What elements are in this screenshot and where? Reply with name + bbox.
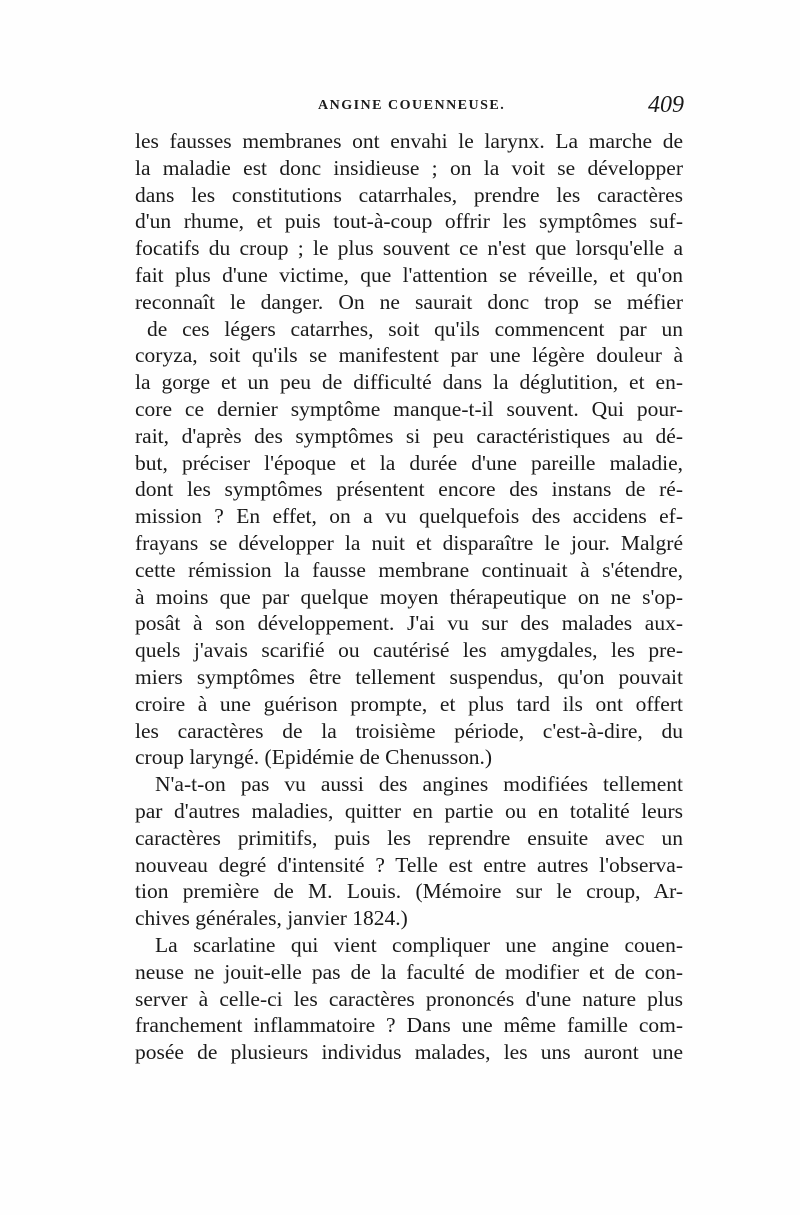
text-line: posée de plusieurs individus malades, les uns auront une (135, 1040, 683, 1065)
text-line: rait, d'après des symptômes si peu caractéristiques au dé- (135, 423, 683, 448)
text-line: coryza, soit qu'ils se manifestent par une légère douleur à (135, 343, 683, 368)
text-line: par d'autres maladies, quitter en partie ou en totalité leurs (135, 798, 683, 823)
text-line: nouveau degré d'intensité ? Telle est entre autres l'observa- (135, 852, 683, 877)
text-line: d'un rhume, et puis tout-à-coup offrir les symptômes suf- (135, 209, 683, 234)
text-line: la gorge et un peu de difficulté dans la déglutition, et en- (135, 370, 683, 395)
text-line: les fausses membranes ont envahi le larynx. La marche de (135, 129, 683, 153)
text-line: caractères primitifs, puis les reprendre ensuite avec un (135, 825, 683, 850)
paragraph-start-line: La scarlatine qui vient compliquer une angine couen- (155, 932, 683, 957)
text-line: croire à une guérison prompte, et plus tard ils ont offert (135, 691, 683, 716)
page-number: 409 (648, 92, 684, 118)
text-line: posât à son développement. J'ai vu sur des malades aux- (135, 611, 683, 636)
text-line: focatifs du croup ; le plus souvent ce n'est que lorsqu'elle a (135, 236, 683, 261)
text-line: chives générales, janvier 1824.) (135, 906, 408, 931)
text-line: quels j'avais scarifié ou cautérisé les amygdales, les pre- (135, 638, 683, 663)
body-text (135, 128, 683, 1066)
text-line: la maladie est donc insidieuse ; on la voit se développer (135, 155, 683, 180)
text-line: cette rémission la fausse membrane continuait à s'étendre, (135, 557, 683, 582)
running-title: ANGINE COUENNEUSE. (318, 98, 506, 113)
running-header (148, 92, 684, 122)
text-line: frayans se développer la nuit et disparaître le jour. Malgré (135, 530, 683, 555)
text-line: à moins que par quelque moyen thérapeutique on ne s'op- (135, 584, 683, 609)
text-line: miers symptômes être tellement suspendus, qu'on pouvait (135, 664, 683, 689)
text-line: core ce dernier symptôme manque-t-il souvent. Qui pour- (135, 396, 683, 421)
text-line: fait plus d'une victime, que l'attention se réveille, et qu'on (135, 262, 683, 287)
text-line: neuse ne jouit-elle pas de la faculté de modifier et de con- (135, 959, 683, 984)
paragraph-start-line: N'a-t-on pas vu aussi des angines modifiées tellement (155, 772, 683, 797)
text-line: server à celle-ci les caractères prononcés d'une nature plus (135, 986, 683, 1011)
text-line: reconnaît le danger. On ne saurait donc trop se méfier (135, 289, 683, 314)
text-line: but, préciser l'époque et la durée d'une pareille maladie, (135, 450, 683, 475)
text-line: tion première de M. Louis. (Mémoire sur le croup, Ar- (135, 879, 683, 904)
text-line: dans les constitutions catarrhales, prendre les caractères (135, 182, 683, 207)
text-line: dont les symptômes présentent encore des instans de ré- (135, 477, 683, 502)
text-line: les caractères de la troisième période, c'est-à-dire, du (135, 718, 683, 743)
text-line: croup laryngé. (Epidémie de Chenusson.) (135, 745, 493, 770)
text-line: de ces légers catarrhes, soit qu'ils commencent par un (147, 316, 683, 341)
text-line: franchement inflammatoire ? Dans une même famille com- (135, 1013, 683, 1038)
text-line: mission ? En effet, on a vu quelquefois des accidens ef- (135, 504, 683, 529)
